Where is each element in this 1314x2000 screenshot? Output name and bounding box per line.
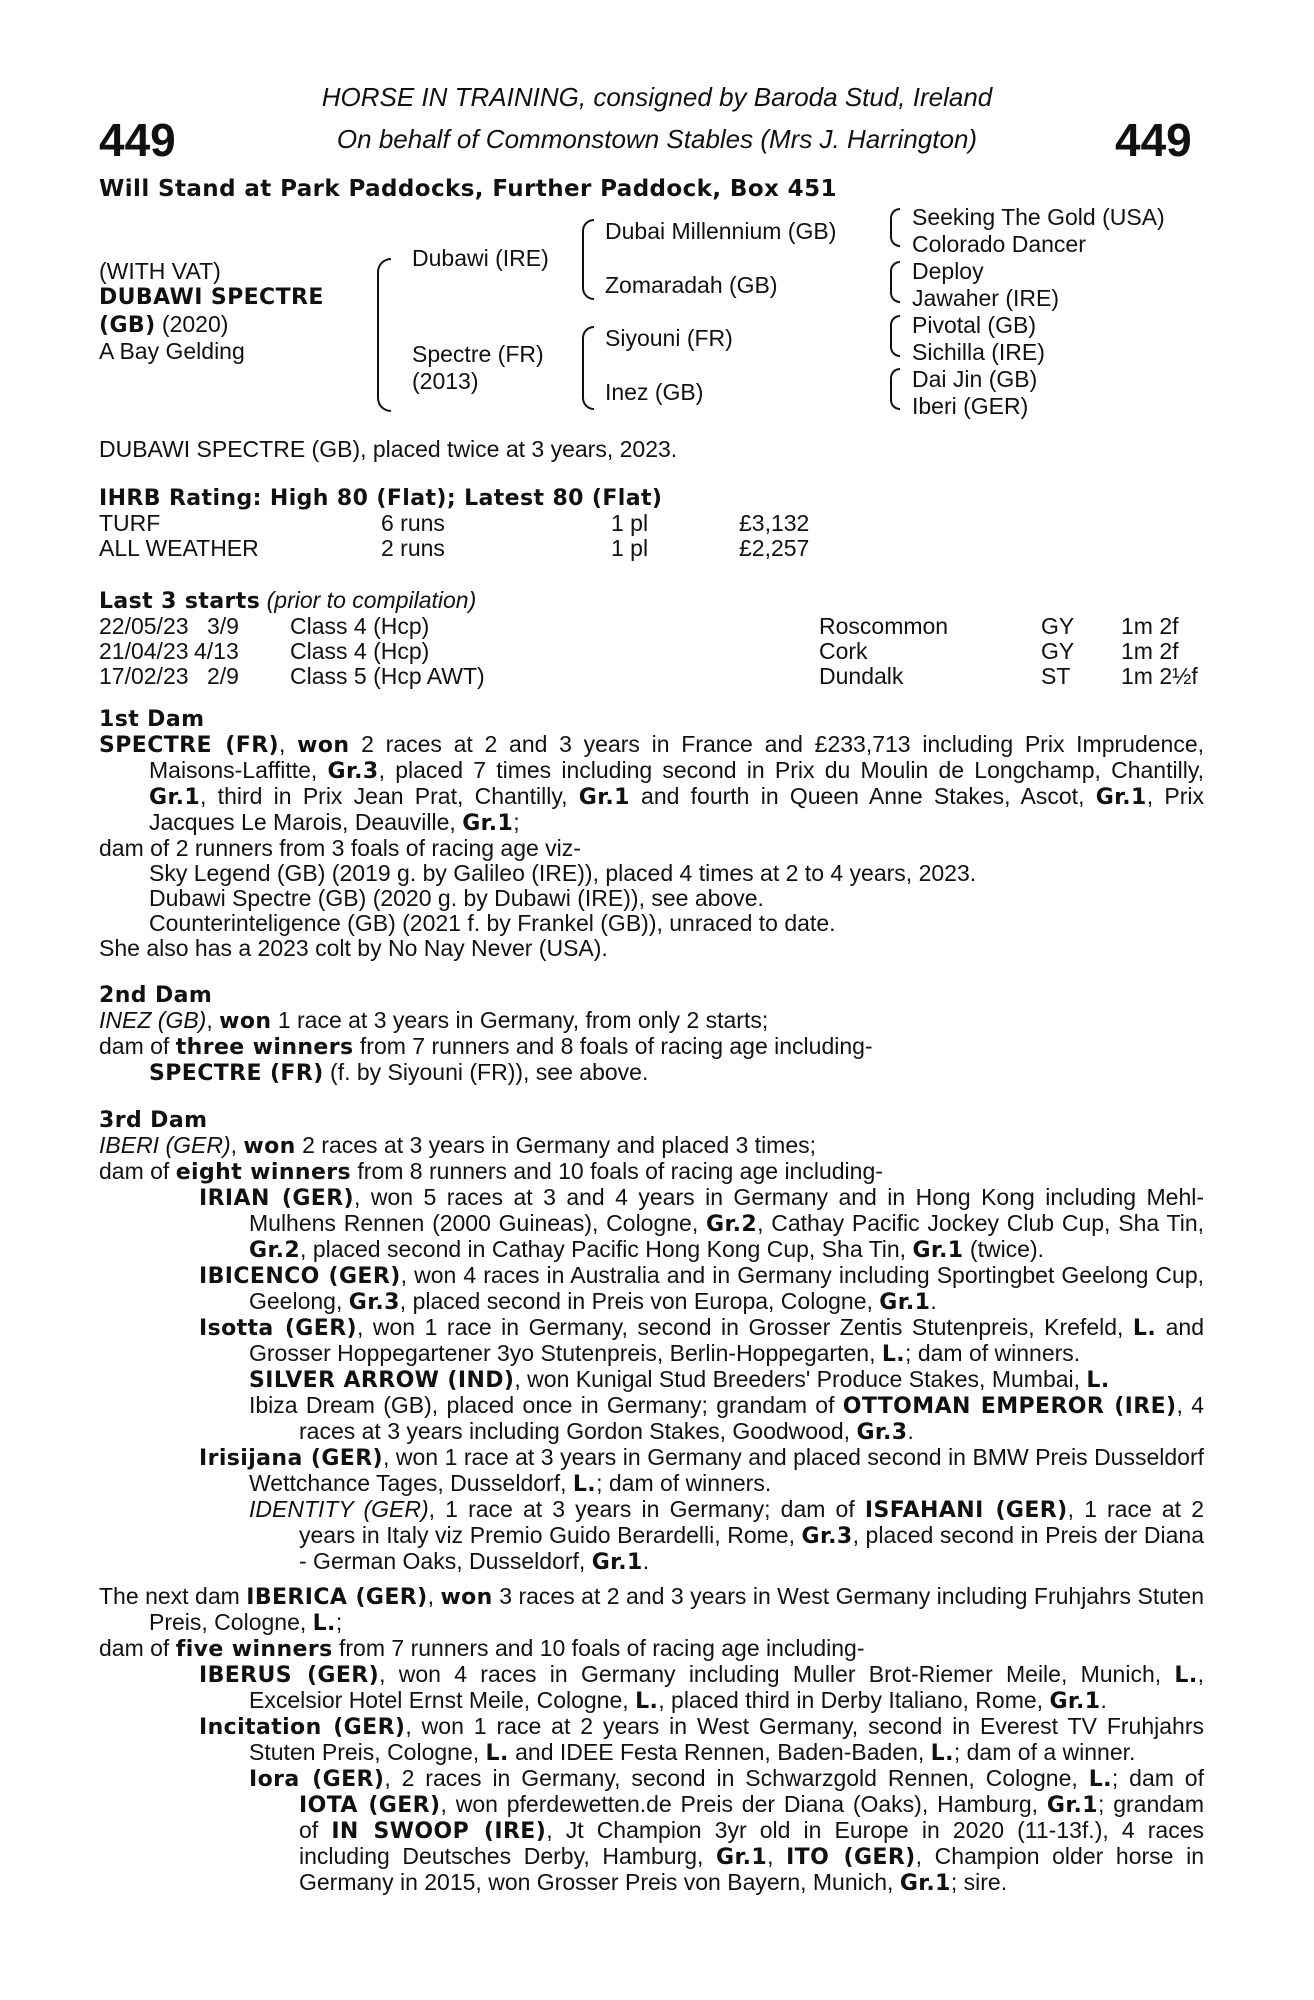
horse-country-year — [99, 312, 228, 338]
dam-name: INEZ (GB) — [99, 1007, 207, 1033]
pedigree-grand-1: Dubai Millennium (GB) — [605, 218, 837, 244]
dam-name: SPECTRE (FR) — [99, 733, 279, 758]
pedigree-gg-6: Sichilla (IRE) — [912, 339, 1045, 365]
pedigree-gg-2: Colorado Dancer — [912, 231, 1086, 257]
pedigree-gg-5: Pivotal (GB) — [912, 312, 1036, 338]
start-class: Class 4 (Hcp) — [290, 638, 430, 664]
start-course: Cork — [819, 638, 868, 664]
rating-placed: 1 pl — [611, 510, 649, 536]
horse-year: (2020) — [155, 311, 229, 337]
produce-item: IDENTITY (GER), 1 race at 3 years in Germany; dam of ISFAHANI (GER), 1 race at 2 years in Italy viz Premio Guido Berardelli, Rome, Gr.3, placed second in Preis der Diana - German Oaks, Dusseldorf, Gr.1. — [249, 1496, 1205, 1575]
start-position: 2/9 — [207, 663, 239, 689]
rating-surface: ALL WEATHER — [99, 535, 259, 561]
start-going: ST — [1041, 663, 1071, 689]
produce-item: Sky Legend (GB) (2019 g. by Galileo (IRE)), placed 4 times at 2 to 4 years, 2023. — [149, 860, 977, 886]
produce-item: Counterinteligence (GB) (2021 f. by Frankel (GB)), unraced to date. — [149, 910, 836, 936]
pedigree-gg-4: Jawaher (IRE) — [912, 285, 1059, 311]
first-dam-record: SPECTRE (FR), won 2 races at 2 and 3 years in France and £233,713 including Prix Imprudence, Maisons-Laffitte, Gr.3, placed 7 times including second in Prix du Moulin de Longchamp, Chantilly, Gr.1, third in Prix Jean Prat, Chantilly, Gr.1 and fourth in Queen Anne Stakes, Ascot, Gr.1, Prix Jacques Le Marois, Deauville, Gr.1; — [99, 731, 1205, 836]
pedigree-gg-3: Deploy — [912, 258, 984, 284]
start-going: GY — [1041, 638, 1075, 664]
produce-item: IBICENCO (GER), won 4 races in Australia and in Germany including Sportingbet Geelong Cup, Geelong, Gr.3, placed second in Preis von Europa, Cologne, Gr.1. — [199, 1262, 1205, 1315]
pedigree-brace-sire — [582, 219, 594, 300]
produce-item: Iora (GER), 2 races in Germany, second in Schwarzgold Rennen, Cologne, L.; dam of IOTA (GER), won pferdewetten.de Preis der Diana (Oaks), Hamburg, Gr.1; grandam of IN SWOOP (IRE), Jt Champion 3yr old in Europe in 2020 (11-13f.), 4 races including Deutsches Derby, Hamburg, Gr.1, ITO (GER), Champion older horse in Germany in 2015, won Grosser Preis von Bayern, Munich, Gr.1; sire. — [249, 1765, 1205, 1896]
third-dam-heading: 3rd Dam — [99, 1108, 208, 1133]
start-distance: 1m 2½f — [1121, 663, 1198, 689]
first-dam-heading: 1st Dam — [99, 707, 205, 732]
first-dam-also: She also has a 2023 colt by No Nay Never (USA). — [99, 935, 608, 961]
rating-runs: 6 runs — [381, 510, 445, 536]
vat-status: (WITH VAT) — [99, 258, 221, 284]
start-class: Class 4 (Hcp) — [290, 613, 430, 639]
pedigree-dam: Spectre (FR) — [412, 341, 544, 367]
start-position: 3/9 — [207, 613, 239, 639]
last-starts-title: Last 3 starts — [99, 589, 261, 614]
produce-item: Incitation (GER), won 1 race at 2 years in West Germany, second in Everest TV Fruhjahrs Stuten Preis, Cologne, L. and IDEE Festa Rennen, Baden-Baden, L.; dam of a winner. — [199, 1713, 1204, 1766]
start-date: 17/02/23 — [99, 663, 189, 689]
horse-name: DUBAWI SPECTRE — [99, 285, 324, 310]
start-row — [99, 614, 1204, 639]
produce-item: Ibiza Dream (GB), placed once in Germany; grandam of OTTOMAN EMPEROR (IRE), 4 races at 3 years including Gordon Stakes, Goodwood, Gr.3. — [249, 1392, 1204, 1445]
rating-title: IHRB Rating: High 80 (Flat); Latest 80 (Flat) — [99, 486, 663, 511]
pedigree-grand-4: Inez (GB) — [605, 379, 704, 405]
rating-prize: £3,132 — [739, 510, 810, 536]
horse-country: (GB) — [99, 313, 156, 338]
pedigree-brace-gg1 — [890, 208, 900, 247]
produce-item: Isotta (GER), won 1 race in Germany, second in Grosser Zentis Stutenpreis, Krefeld, L. and Grosser Hoppegartener 3yo Stutenpreis, Berlin-Hoppegarten, L.; dam of winners. — [199, 1314, 1204, 1367]
pedigree-gg-1: Seeking The Gold (USA) — [912, 204, 1165, 230]
first-dam-produce-intro: dam of 2 runners from 3 foals of racing age viz- — [99, 835, 581, 861]
pedigree-gg-8: Iberi (GER) — [912, 393, 1029, 419]
produce-item: IRIAN (GER), won 5 races at 3 and 4 years in Germany and in Hong Kong including Mehl-Mulhens Rennen (2000 Guineas), Cologne, Gr.2, Cathay Pacific Jockey Club Cup, Sha Tin, Gr.2, placed second in Cathay Pacific Hong Kong Cup, Sha Tin, Gr.1 (twice). — [199, 1184, 1204, 1263]
start-class: Class 5 (Hcp AWT) — [290, 663, 485, 689]
pedigree-grand-3: Siyouni (FR) — [605, 325, 733, 351]
produce-item: IBERUS (GER), won 4 races in Germany including Muller Brot-Riemer Meile, Munich, L., Excelsior Hotel Ernst Meile, Cologne, L., placed third in Derby Italiano, Rome, Gr.1. — [199, 1661, 1204, 1714]
start-row — [99, 639, 1204, 664]
rating-prize: £2,257 — [739, 535, 810, 561]
fourth-dam-section — [99, 1584, 1204, 1896]
pedigree-grand-2: Zomaradah (GB) — [605, 272, 778, 298]
pedigree-brace-gg3 — [890, 315, 900, 357]
produce-item: Dubawi Spectre (GB) (2020 g. by Dubawi (IRE)), see above. — [149, 885, 764, 911]
pedigree-gg-7: Dai Jin (GB) — [912, 366, 1038, 392]
race-summary: DUBAWI SPECTRE (GB), placed twice at 3 years, 2023. — [99, 436, 678, 462]
rating-surface: TURF — [99, 510, 161, 536]
dam-name: IBERI (GER) — [99, 1132, 231, 1158]
won-label: won — [297, 733, 350, 758]
first-dam-section — [99, 707, 1204, 961]
last-starts-section — [99, 588, 1204, 689]
start-distance: 1m 2f — [1121, 638, 1179, 664]
rating-row — [99, 536, 1204, 561]
produce-item: Irisijana (GER), won 1 race at 3 years in Germany and placed second in BMW Preis Dusseldorf Wettchance Tages, Dusseldorf, L.; dam of winners. — [199, 1444, 1204, 1497]
stand-location: Will Stand at Park Paddocks, Further Paddock, Box 451 — [99, 176, 837, 202]
fourth-dam-record: The next dam IBERICA (GER), won 3 races at 2 and 3 years in West Germany including Fruhjahrs Stuten Preis, Cologne, L.; — [99, 1583, 1205, 1636]
pedigree-brace-gg4 — [890, 368, 900, 410]
pedigree-sire: Dubawi (IRE) — [412, 245, 549, 271]
rating-placed: 1 pl — [611, 535, 649, 561]
rating-section — [99, 486, 1204, 561]
second-dam-produce-intro: dam of three winners from 7 runners and 8 foals of racing age including- — [99, 1033, 873, 1060]
horse-description: A Bay Gelding — [99, 338, 245, 364]
start-going: GY — [1041, 613, 1075, 639]
second-dam-section — [99, 983, 1204, 1086]
rating-runs: 2 runs — [381, 535, 445, 561]
pedigree-brace-main — [377, 258, 391, 412]
produce-item: SILVER ARROW (IND), won Kunigal Stud Breeders' Produce Stakes, Mumbai, L. — [249, 1366, 1110, 1393]
last-starts-heading — [99, 588, 1204, 614]
fourth-dam-produce-intro: dam of five winners from 7 runners and 10 foals of racing age including- — [99, 1635, 865, 1662]
pedigree-dam-year: (2013) — [412, 368, 479, 394]
start-position: 4/13 — [194, 638, 239, 664]
second-dam-record: INEZ (GB), won 1 race at 3 years in Germany, from only 2 starts; — [99, 1007, 769, 1034]
consignment-line: HORSE IN TRAINING, consigned by Baroda Stud, Ireland — [321, 82, 993, 112]
second-dam-heading: 2nd Dam — [99, 983, 213, 1008]
pedigree-brace-gg2 — [890, 261, 900, 303]
produce-item: SPECTRE (FR) (f. by Siyouni (FR)), see above. — [149, 1059, 649, 1086]
third-dam-section — [99, 1108, 1204, 1575]
last-starts-note: (prior to compilation) — [260, 587, 477, 613]
start-row — [99, 664, 1204, 689]
start-course: Roscommon — [819, 613, 949, 639]
lot-number-left: 449 — [99, 114, 176, 166]
pedigree-brace-dam — [582, 326, 594, 410]
start-course: Dundalk — [819, 663, 904, 689]
on-behalf-line: On behalf of Commonstown Stables (Mrs J. Harrington) — [336, 124, 978, 154]
start-date: 22/05/23 — [99, 613, 189, 639]
third-dam-produce-intro: dam of eight winners from 8 runners and 10 foals of racing age including- — [99, 1158, 883, 1185]
third-dam-record: IBERI (GER), won 2 races at 3 years in Germany and placed 3 times; — [99, 1132, 817, 1159]
rating-row — [99, 511, 1204, 536]
lot-number-right: 449 — [1115, 114, 1192, 166]
start-date: 21/04/23 — [99, 638, 189, 664]
start-distance: 1m 2f — [1121, 613, 1179, 639]
